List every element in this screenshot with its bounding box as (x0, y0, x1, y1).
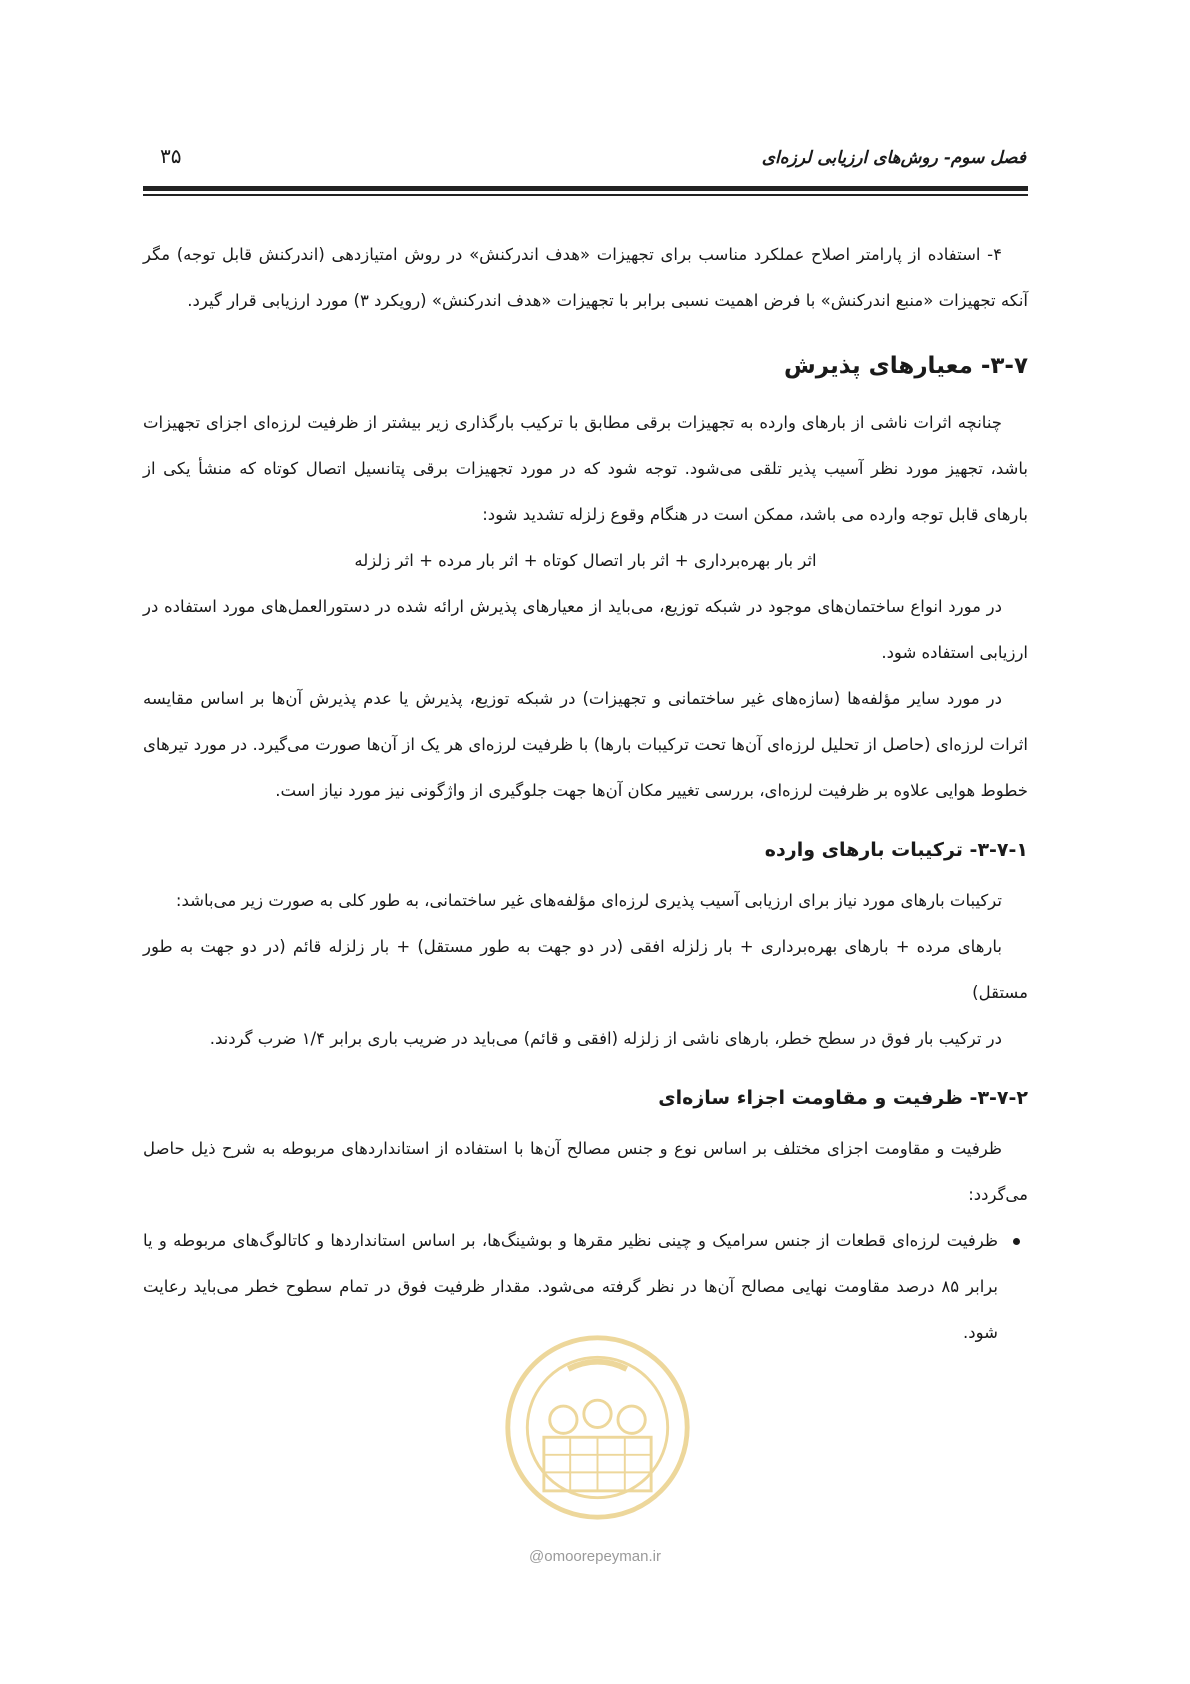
intro-paragraph: ۴- استفاده از پارامتر اصلاح عملکرد مناسب برای تجهیزات «هدف اندرکنش» در روش امتیازدهی (اندرکنش قابل توجه) مگر آنکه تجهیزات «منبع اندرکنش» با فرض اهمیت نسبی برابر با تجهیزات «هدف اندرکنش» (رویکرد ۳) مورد ارزیابی قرار گیرد. (143, 245, 1028, 310)
subsection-heading-capacity: ۳-۷-۲- ظرفیت و مقاومت اجزاء سازه‌ای (658, 1087, 1028, 1109)
load-formula: اثر بار بهره‌برداری + اثر بار اتصال کوتاه + اثر بار مرده + اثر زلزله (354, 551, 817, 570)
capacity-paragraph-1: ظرفیت و مقاومت اجزای مختلف بر اساس نوع و جنس مصالح آن‌ها با استفاده از استانداردهای مربوطه به شرح ذیل حاصل می‌گردد: (143, 1139, 1028, 1204)
running-title: فصل سوم- روش‌های ارزیابی لرزه‌ای (761, 148, 1026, 168)
load-paragraph-1: ترکیبات بارهای مورد نیاز برای ارزیابی آسیب پذیری لرزه‌ای مؤلفه‌های غیر ساختمانی، به طور کلی به صورت زیر می‌باشد: (175, 891, 1002, 910)
section-heading-acceptance: ۳-۷- معیارهای پذیرش (784, 353, 1028, 379)
acceptance-paragraph-3: در مورد سایر مؤلفه‌ها (سازه‌های غیر ساختمانی و تجهیزات) در شبکه توزیع، پذیرش یا عدم پذیرش آن‌ها بر اساس مقایسه اثرات لرزه‌ای (حاصل از تحلیل لرزه‌ای آن‌ها تحت ترکیبات بارها) با ظرفیت لرزه‌ای هر یک از آن‌ها صورت می‌گیرد. در مورد تیرهای خطوط هوایی علاوه بر ظرفیت لرزه‌ای، بررسی تغییر مکان آن‌ها جهت جلوگیری از واژگونی نیز مورد نیاز است. (143, 689, 1028, 800)
page-number: ۳۵ (160, 144, 182, 168)
watermark-seal-icon (500, 1330, 695, 1525)
document-body (143, 232, 1028, 1356)
header-rule-thick (143, 186, 1028, 191)
watermark-url: @omoorepeyman.ir (529, 1548, 661, 1565)
load-paragraph-3: در ترکیب بار فوق در سطح خطر، بارهای ناشی از زلزله (افقی و قائم) می‌باید در ضریب باری برابر ۱/۴ ضرب گردند. (209, 1029, 1002, 1048)
acceptance-paragraph-1: چنانچه اثرات ناشی از بارهای وارده به تجهیزات برقی مطابق با ترکیب بارگذاری زیر بیشتر از ظرفیت لرزه‌ای اجزای تجهیزات باشد، تجهیز مورد نظر آسیب پذیر تلقی می‌شود. توجه شود که در مورد تجهیزات برقی پتانسیل اتصال کوتاه که منشأ یکی از بارهای قابل توجه وارده می باشد، ممکن است در هنگام وقوع زلزله تشدید شود: (143, 413, 1028, 524)
capacity-bullet-item: ظرفیت لرزه‌ای قطعات از جنس سرامیک و چینی نظیر مقرها و بوشینگ‌ها، بر اساس استانداردها و کاتالوگ‌های مربوطه و یا برابر ۸۵ درصد مقاومت نهایی مصالح آن‌ها در نظر گرفته می‌شود. مقدار ظرفیت فوق در تمام سطوح خطر می‌باید رعایت شود. (143, 1218, 1028, 1356)
acceptance-paragraph-2: در مورد انواع ساختمان‌های موجود در شبکه توزیع، می‌باید از معیارهای پذیرش ارائه شده در دستورالعمل‌های مورد استفاده در ارزیابی استفاده شود. (143, 597, 1028, 662)
load-paragraph-2: بارهای مرده + بارهای بهره‌برداری + بار زلزله افقی (در دو جهت به طور مستقل) + بار زلزله قائم (در دو جهت به طور مستقل) (143, 937, 1028, 1002)
header-rule-thin (143, 194, 1028, 196)
capacity-bullet-list (143, 1218, 1028, 1356)
subsection-heading-load-combinations: ۳-۷-۱- ترکیبات بارهای وارده (764, 839, 1028, 861)
